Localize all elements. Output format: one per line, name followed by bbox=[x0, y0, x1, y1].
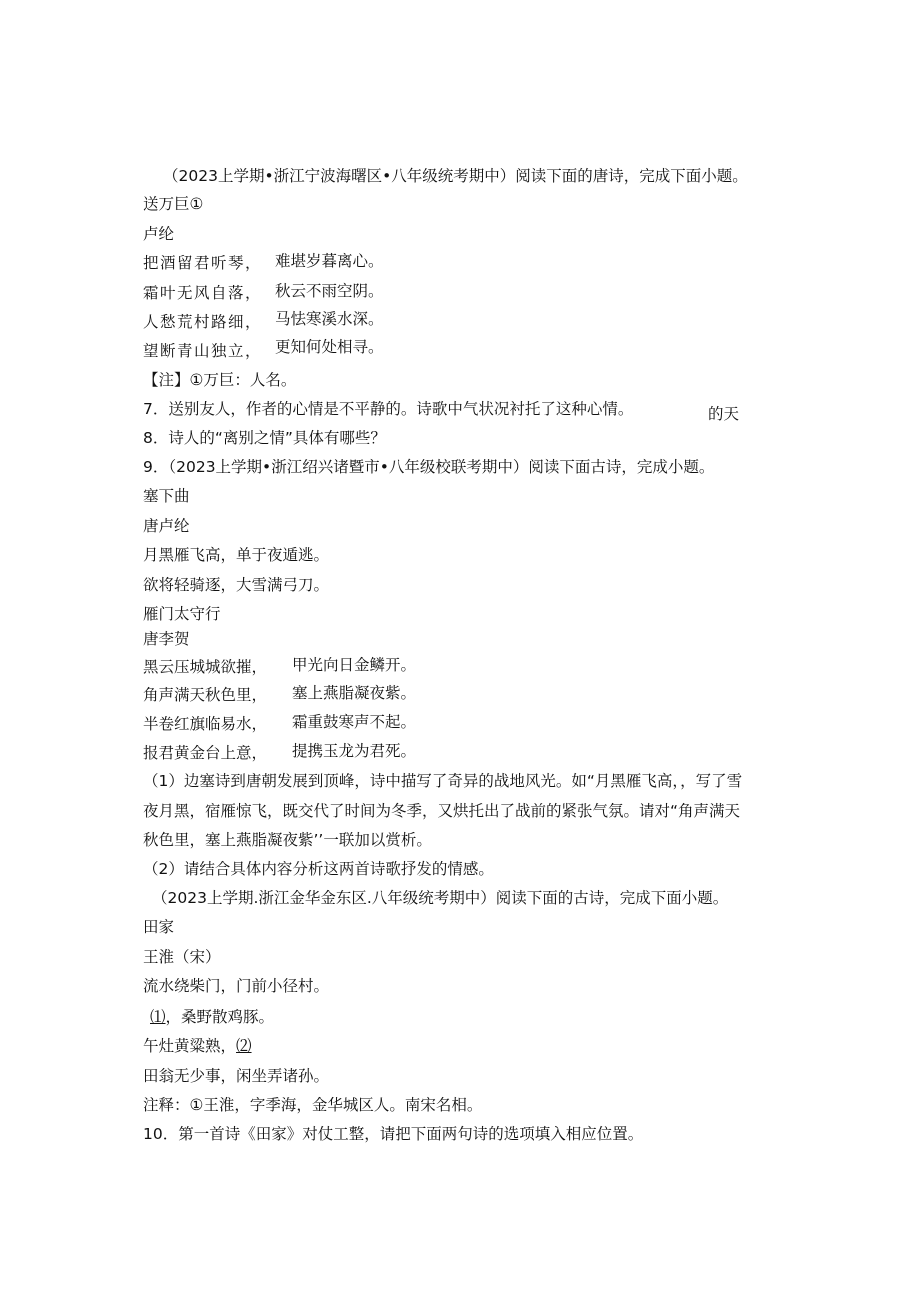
poem-line-left: 霜叶无风自落， bbox=[143, 284, 263, 302]
poem-author: 卢纶 bbox=[143, 225, 175, 243]
poem-line bbox=[143, 1036, 252, 1056]
poem-author: 王淮（宋） bbox=[143, 948, 221, 966]
poem-line-left: 把酒留君听琴， bbox=[143, 254, 263, 272]
section3-intro: （2023上学期.浙江金华金东区.八年级统考期中）阅读下面的古诗，完成下面小题。 bbox=[152, 889, 729, 907]
blank-1: ⑴ bbox=[150, 1008, 166, 1026]
poem-line-left: 望断青山独立， bbox=[143, 342, 263, 360]
poem-title: 送万巨① bbox=[143, 195, 204, 213]
poem-line bbox=[150, 1007, 274, 1027]
blank-2: ⑵ bbox=[236, 1037, 252, 1055]
question-7: 7．送别友人，作者的心情是不平静的。诗歌中气状况衬托了这种心情。 bbox=[143, 400, 634, 418]
poem-line-start: 午灶黄粱熟， bbox=[143, 1037, 237, 1055]
poem-title: 田家 bbox=[143, 918, 175, 936]
poem2-line-right: 甲光向日金鳞开。 bbox=[292, 656, 417, 674]
poem-line-right: 更知何处相寻。 bbox=[275, 338, 384, 356]
poem-line-right: 难堪岁暮离心。 bbox=[275, 252, 384, 270]
question-7-tail: 的天 bbox=[708, 405, 740, 423]
note: 注释：①王淮，字季海，金华城区人。南宋名相。 bbox=[143, 1096, 483, 1114]
subquestion-2: （2）请结合具体内容分析这两首诗歌抒发的情感。 bbox=[143, 860, 494, 878]
poem2-line-left: 黑云压城城欲摧， bbox=[143, 658, 268, 676]
poem2-line-right: 提携玉龙为君死。 bbox=[292, 742, 417, 760]
poem-line-rest: ，桑野散鸡豚。 bbox=[165, 1008, 275, 1026]
poem2-title: 雁门太守行 bbox=[143, 605, 221, 623]
subquestion-1-cont: 夜月黑，宿雁惊飞，既交代了时间为冬季，又烘托出了战前的紧张气氛。请对“角声满天 bbox=[143, 802, 741, 820]
question-10: 10．第一首诗《田家》对仗工整，请把下面两句诗的选项填入相应位置。 bbox=[143, 1125, 644, 1143]
poem2-line-left: 半卷红旗临易水， bbox=[143, 715, 268, 733]
poem1-author: 唐卢纶 bbox=[143, 517, 190, 535]
poem-line-right: 秋云不雨空阴。 bbox=[275, 282, 384, 300]
poem1-title: 塞下曲 bbox=[143, 487, 190, 505]
poem-line: 流水绕柴门，门前小径村。 bbox=[143, 977, 330, 995]
note: 【注】①万巨：人名。 bbox=[143, 371, 297, 389]
poem2-line-left: 报君黄金台上意， bbox=[143, 744, 268, 762]
poem2-author: 唐李贺 bbox=[143, 630, 190, 648]
poem1-line: 月黑雁飞高，单于夜遁逃。 bbox=[143, 546, 330, 564]
question-9-intro: 9．（2023上学期•浙江绍兴诸暨市•八年级校联考期中）阅读下面古诗，完成小题。 bbox=[143, 458, 715, 476]
section1-intro: （2023上学期•浙江宁波海曙区•八年级统考期中）阅读下面的唐诗，完成下面小题。 bbox=[163, 167, 748, 185]
poem1-line: 欲将轻骑逐，大雪满弓刀。 bbox=[143, 576, 330, 594]
subquestion-1: （1）边塞诗到唐朝发展到顶峰，诗中描写了奇异的战地风光。如“月黑雁飞高，，写了雪 bbox=[143, 772, 743, 790]
subquestion-1-cont: 秋色里，塞上燕脂凝夜紫’’一联加以赏析。 bbox=[143, 831, 432, 849]
poem2-line-left: 角声满天秋色里， bbox=[143, 686, 268, 704]
poem-line-left: 人愁荒村路细， bbox=[143, 313, 263, 331]
poem-line: 田翁无少事，闲坐弄诸孙。 bbox=[143, 1067, 330, 1085]
question-8: 8．诗人的“离别之情”具体有哪些？ bbox=[143, 429, 386, 447]
poem-line-right: 马怯寒溪水深。 bbox=[275, 310, 384, 328]
poem2-line-right: 霜重鼓寒声不起。 bbox=[292, 713, 417, 731]
poem2-line-right: 塞上燕脂凝夜紫。 bbox=[292, 684, 417, 702]
